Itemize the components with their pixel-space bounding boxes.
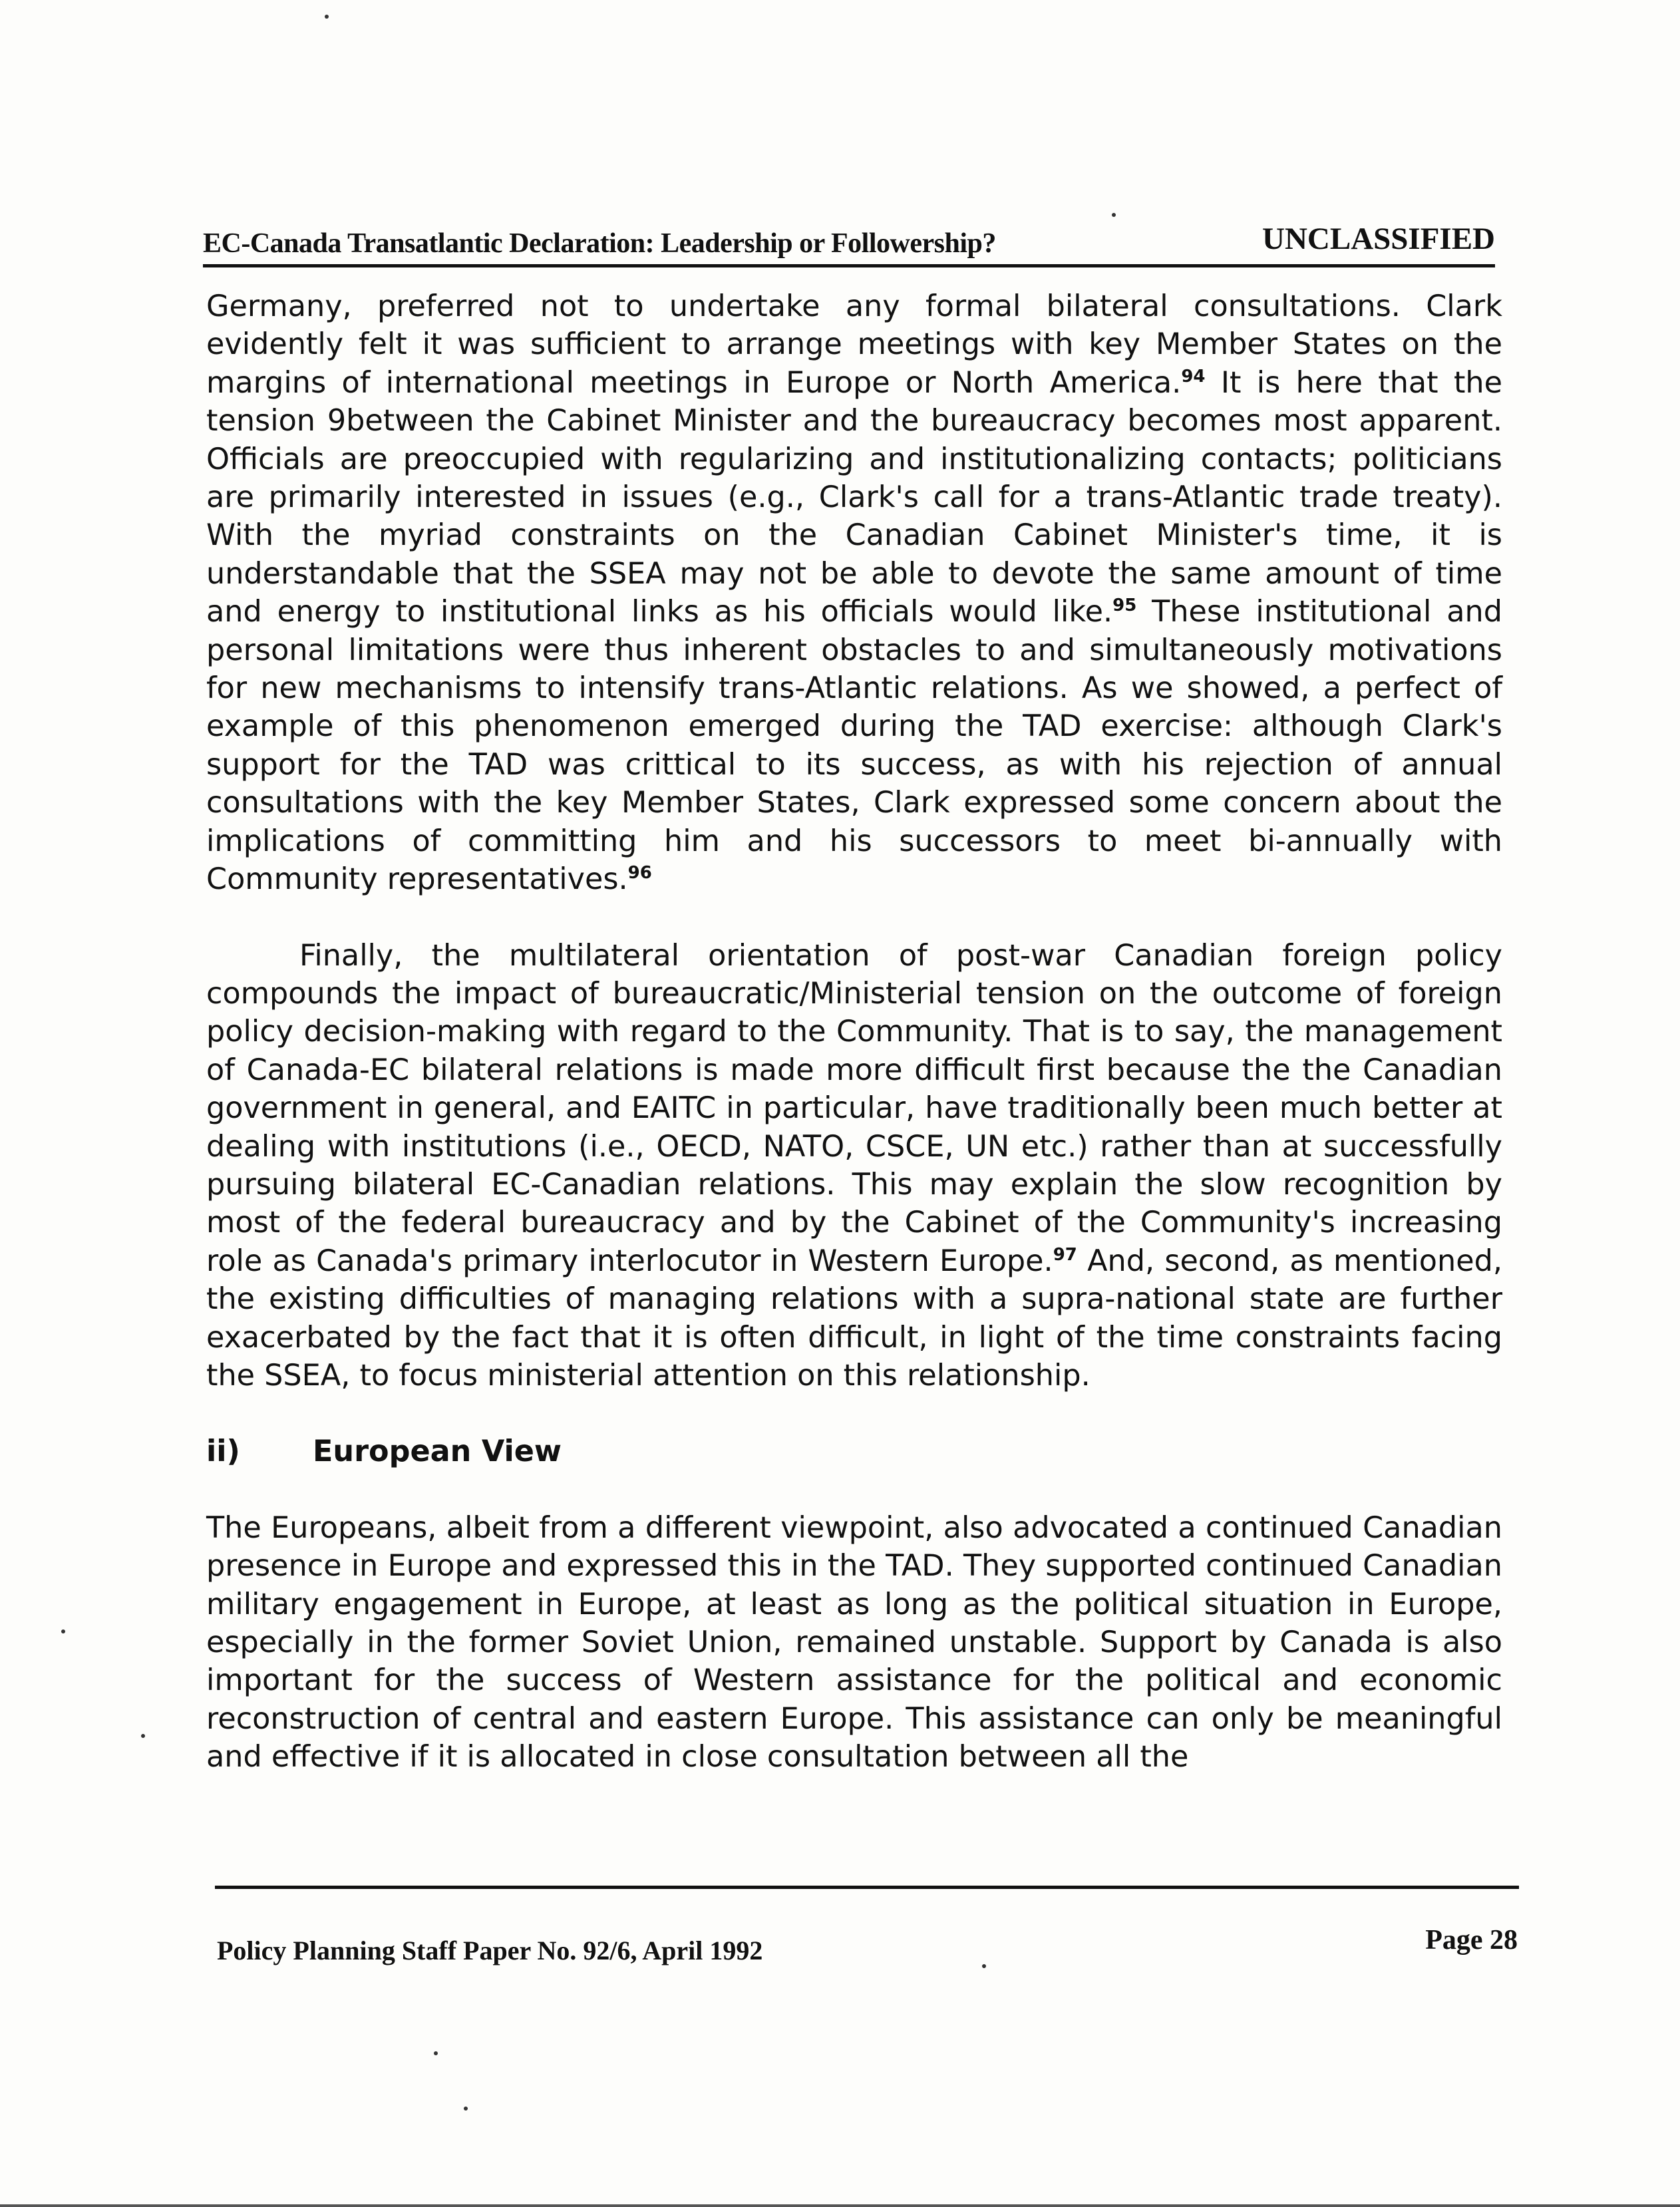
scan-speck [434, 2051, 438, 2055]
paragraph [206, 937, 1502, 1395]
paragraph-text: Germany, preferred not to undertake any formal bilateral consultations. Clark evidently felt it was sufficient to arrange meetings with key Member States on the margins of international meetings in Europe or North America. [206, 289, 1502, 400]
footnote-ref: 95 [1112, 595, 1137, 616]
scan-speck [464, 2107, 468, 2111]
scan-speck [141, 1734, 145, 1738]
classification-label: UNCLASSIFIED [1262, 222, 1495, 256]
paragraph-text: It is here that the tension 9between the Cabinet Minister and the bureaucracy becomes most apparent. Officials are preoccupied with regularizing and institutionalizing contacts; politicians are primarily interested in issues (e.g., Clark's call for a trans-Atlantic trade treaty). With the myriad constraints on the Canadian Cabinet Minister's time, it is understandable that the SSEA may not be able to devote the same amount of time and energy to institutional links as his officials would like. [206, 365, 1503, 629]
footnote-ref: 94 [1181, 366, 1206, 387]
header-title: EC-Canada Transatlantic Declaration: Leadership or Followership? [203, 228, 996, 259]
paragraph-text: These institutional and personal limitations were thus inherent obstacles to and simultaneously motivations for new mechanisms to intensify trans-Atlantic relations. As we showed, a perfect of example of this phenomenon emerged during the TAD exercise: although Clark's support for the TAD was crittical to its success, as with his rejection of annual consultations with the key Member States, Clark expressed some concern about the implications of committing him and his successors to meet bi-annually with Community representatives. [206, 595, 1502, 897]
scan-edge [0, 2204, 1680, 2207]
section-title: European View [313, 1435, 562, 1469]
paragraph [206, 287, 1502, 899]
page-header [203, 214, 1495, 267]
scan-speck [1112, 213, 1116, 217]
footnote-ref: 97 [1053, 1244, 1077, 1265]
paragraph-text: Finally, the multilateral orientation of post-war Canadian foreign policy compounds the impact of bureaucratic/Ministerial tension on the outcome of foreign policy decision-making with regard to the Community. That is to say, the management of Canada-EC bilateral relations is made more difficult first because the the Canadian government in general, and EAITC in particular, have traditionally been much better at dealing with institutions (i.e., OECD, NATO, CSCE, UN etc.) rather than at successfully pursuing bilateral EC-Canadian relations. This may explain the slow recognition by most of the federal bureaucracy and by the Cabinet of the Community's increasing role as Canada's primary interlocutor in Western Europe. [206, 938, 1502, 1278]
page-number: Page 28 [1425, 1925, 1518, 1955]
header-rule [203, 264, 1495, 267]
scan-speck [61, 1629, 65, 1633]
section-number: ii) [206, 1435, 240, 1469]
paragraph-text: And, second, as mentioned, the existing difficulties of managing relations with a supra-national state are further exacerbated by the fact that it is often difficult, in light of the time constraints facing the SSEA, to focus ministerial attention on this relationship. [206, 1244, 1502, 1393]
scan-speck [325, 15, 329, 19]
paragraph: The Europeans, albeit from a different viewpoint, also advocated a continued Canadian presence in Europe and expressed this in the TAD. They supported continued Canadian military engagement in Europe, at least as long as the political situation in Europe, especially in the former Soviet Union, remained unstable. Support by Canada is also important for the success of Western assistance for the political and economic reconstruction of central and eastern Europe. This assistance can only be meaningful and effective if it is allocated in close consultation between all the [206, 1510, 1502, 1775]
footer-source: Policy Planning Staff Paper No. 92/6, April 1992 [217, 1936, 763, 1965]
footnote-ref: 96 [627, 863, 652, 884]
footer-rule [215, 1886, 1519, 1889]
section-heading [206, 1433, 1502, 1470]
body-text [206, 287, 1502, 1777]
scan-speck [982, 1964, 986, 1968]
